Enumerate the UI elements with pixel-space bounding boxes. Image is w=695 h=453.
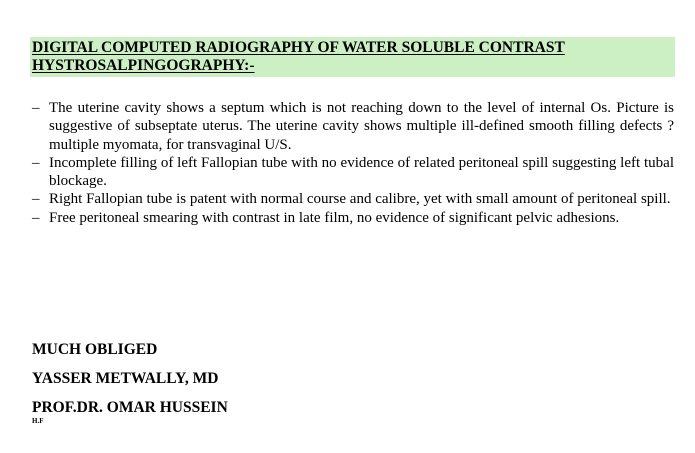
finding-text: Incomplete filling of left Fallopian tube with no evidence of related peritoneal spill suggesting left tubal blockage. bbox=[49, 154, 674, 190]
finding-text: The uterine cavity shows a septum which is not reaching down to the level of internal Os. Picture is suggestive of subseptate uterus. The uterine cavity shows multiple ill-defined smooth filling defects ? multiple myomata, for transvaginal U/S. bbox=[49, 100, 674, 153]
finding-item bbox=[32, 154, 674, 191]
finding-dash: – bbox=[32, 191, 40, 208]
finding-dash: – bbox=[32, 154, 40, 171]
typist-initials: H.F bbox=[32, 417, 44, 425]
finding-dash: – bbox=[32, 209, 40, 226]
report-title bbox=[32, 39, 673, 75]
findings-list bbox=[32, 99, 674, 227]
report-title-line-2: HYSTROSALPINGOGRAPHY:- bbox=[32, 57, 255, 74]
finding-item bbox=[32, 209, 674, 227]
finding-item bbox=[32, 190, 674, 208]
report-title-highlight bbox=[30, 37, 675, 77]
finding-text: Right Fallopian tube is patent with normal course and calibre, yet with small amount of peritoneal spill. bbox=[49, 191, 671, 208]
signatory-1: YASSER METWALLY, MD bbox=[32, 370, 219, 387]
closing-remark: MUCH OBLIGED bbox=[32, 341, 158, 358]
report-title-line-1: DIGITAL COMPUTED RADIOGRAPHY OF WATER SOLUBLE CONTRAST bbox=[32, 39, 565, 56]
finding-item bbox=[32, 99, 674, 154]
finding-text: Free peritoneal smearing with contrast in late film, no evidence of significant pelvic adhesions. bbox=[49, 209, 620, 226]
finding-dash: – bbox=[32, 100, 40, 116]
signatory-2: PROF.DR. OMAR HUSSEIN bbox=[32, 399, 228, 416]
